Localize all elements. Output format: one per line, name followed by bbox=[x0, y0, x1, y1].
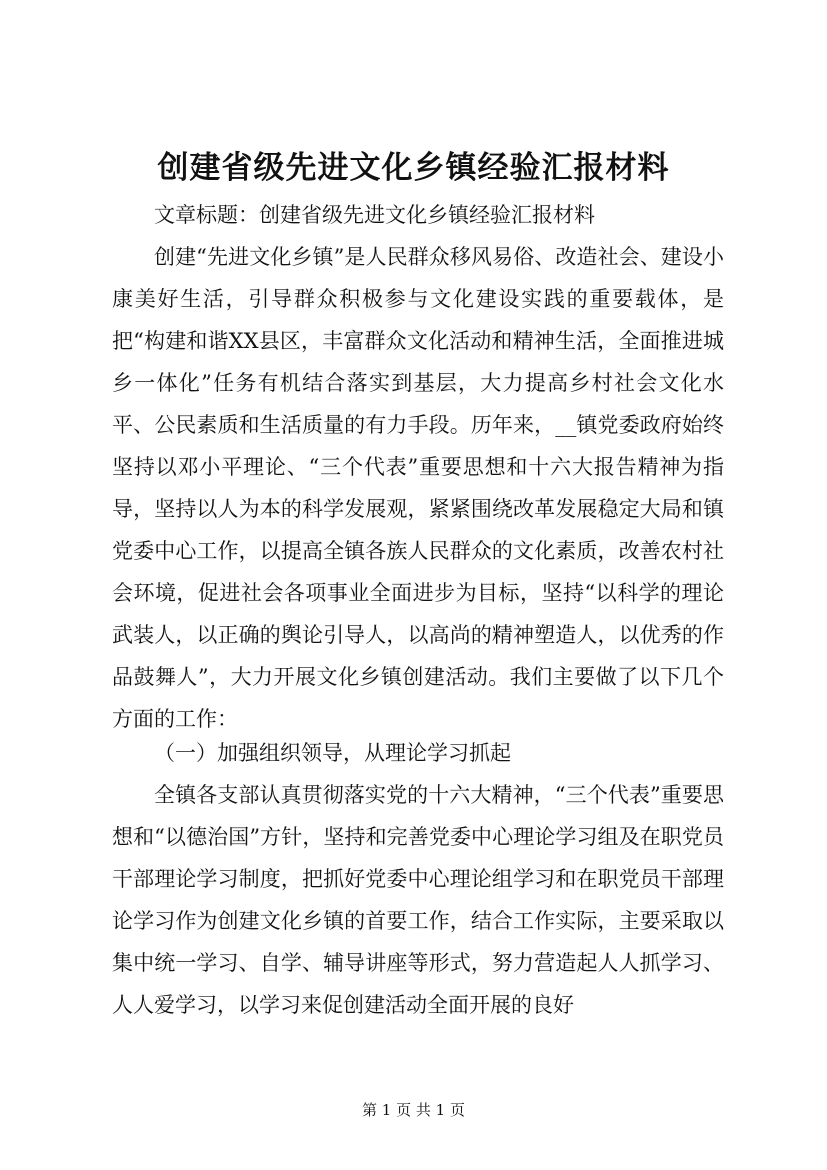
article-title-label: 文章标题：创建省级先进文化乡镇经验汇报材料 bbox=[154, 203, 595, 227]
document-title: 创建省级先进文化乡镇经验汇报材料 bbox=[157, 150, 670, 186]
body-paragraph-intro: 创建“先进文化乡镇”是人民群众移风易俗、改造社会、建设小康美好生活，引导群众积极参与文化建设实践的重要载体，是把“构建和谐XX县区，丰富群众文化活动和精神生活，全面推进城乡一体化”任务有机结合落实到基层，大力提高乡村社会文化水平、公民素质和生活质量的有力手段。历年来，__镇党委政府始终坚持以邓小平理论、“三个代表”重要思想和十六大报告精神为指导，坚持以人为本的科学发展观，紧紧围绕改革发展稳定大局和镇党委中心工作，以提高全镇各族人民群众的文化素质，改善农村社会环境，促进社会各项事业全面进步为目标，坚持“以科学的理论武装人，以正确的舆论引导人，以高尚的精神塑造人，以优秀的作品鼓舞人”，大力开展文化乡镇创建活动。我们主要做了以下几个方面的工作： bbox=[112, 245, 724, 731]
body-paragraph-section-1: 全镇各支部认真贯彻落实党的十六大精神，“三个代表”重要思想和“以德治国”方针，坚持和完善党委中心理论学习组及在职党员干部理论学习制度，把抓好党委中心理论组学习和在职党员干部理论学习作为创建文化乡镇的首要工作，结合工作实际，主要采取以集中统一学习、自学、辅导讲座等形式，努力营造起人人抓学习、人人爱学习，以学习来促创建活动全面开展的良好 bbox=[112, 783, 724, 1017]
page-footer: 第 1 页 共 1 页 bbox=[362, 1101, 465, 1119]
section-heading: （一）加强组织领导，从理论学习抓起 bbox=[154, 741, 511, 765]
